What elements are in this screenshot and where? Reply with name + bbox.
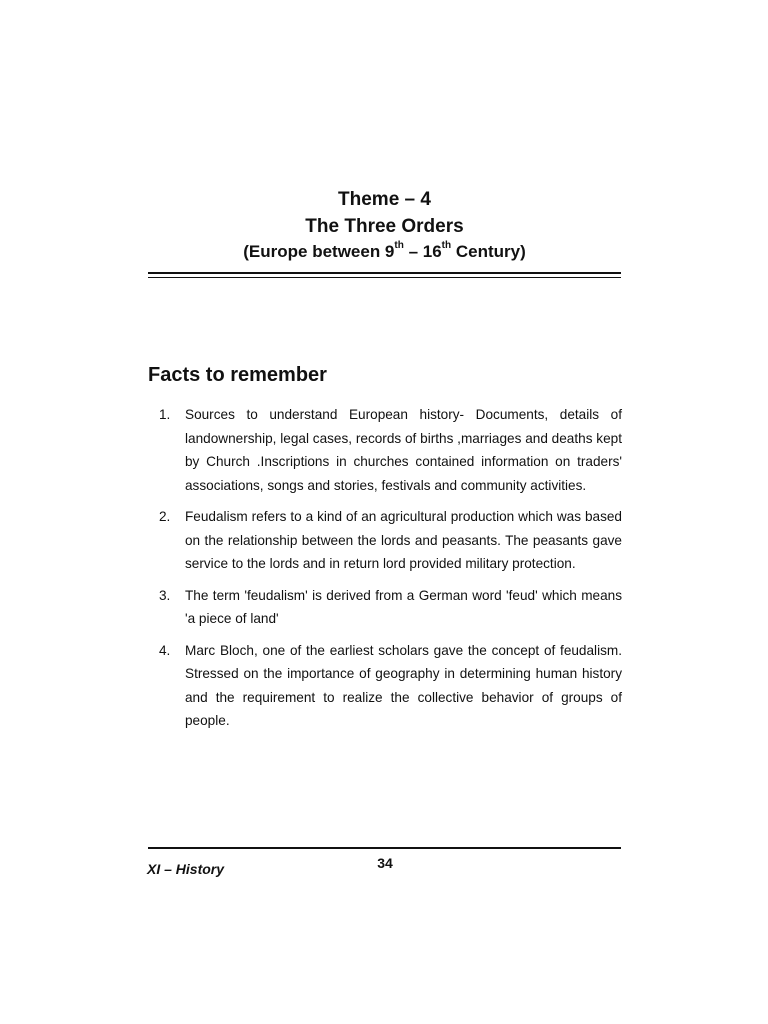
chapter-title: The Three Orders (305, 216, 464, 237)
fact-number: 2. (159, 509, 171, 524)
subtitle-suffix: Century) (451, 242, 526, 261)
list-item (148, 584, 622, 631)
subtitle-prefix: (Europe between 9 (243, 242, 395, 261)
fact-text: The term 'feudalism' is derived from a German word 'feud' which means 'a piece of land' (185, 587, 622, 626)
page-number: 34 (377, 855, 393, 871)
fact-number: 4. (159, 642, 171, 658)
section-heading: Facts to remember (148, 364, 327, 386)
list-item (148, 505, 622, 576)
fact-text: Feudalism refers to a kind of an agricultural production which was based on the relationship between the lords and peasants. The peasants gave service to the lords and in return lord provided military protection. (185, 509, 622, 571)
fact-text: Marc Bloch, one of the earliest scholars gave the concept of feudalism. Stressed on the importance of geography in determining human history and the requirement to realize the collective behavior of groups of people. (185, 642, 622, 728)
facts-list (148, 403, 622, 741)
subtitle-mid: – 16 (403, 242, 442, 261)
fact-text: Sources to understand European history- Documents, details of landownership, legal cases, records of births ,marriages and deaths kept by Church .Inscriptions in churches contained information on traders' associations, songs and stories, festivals and community activities. (185, 407, 622, 493)
chapter-subtitle (148, 240, 621, 264)
list-item (148, 403, 622, 497)
theme-number: Theme – 4 (338, 189, 431, 210)
fact-number: 3. (159, 587, 171, 603)
superscript-th-1: th (394, 240, 404, 252)
footer-book-title: XI – History (147, 861, 225, 877)
footer-divider (148, 847, 621, 849)
chapter-header (148, 186, 621, 264)
list-item (148, 639, 622, 733)
superscript-th-2: th (441, 240, 452, 252)
header-divider (148, 272, 621, 278)
fact-number: 1. (159, 407, 171, 422)
